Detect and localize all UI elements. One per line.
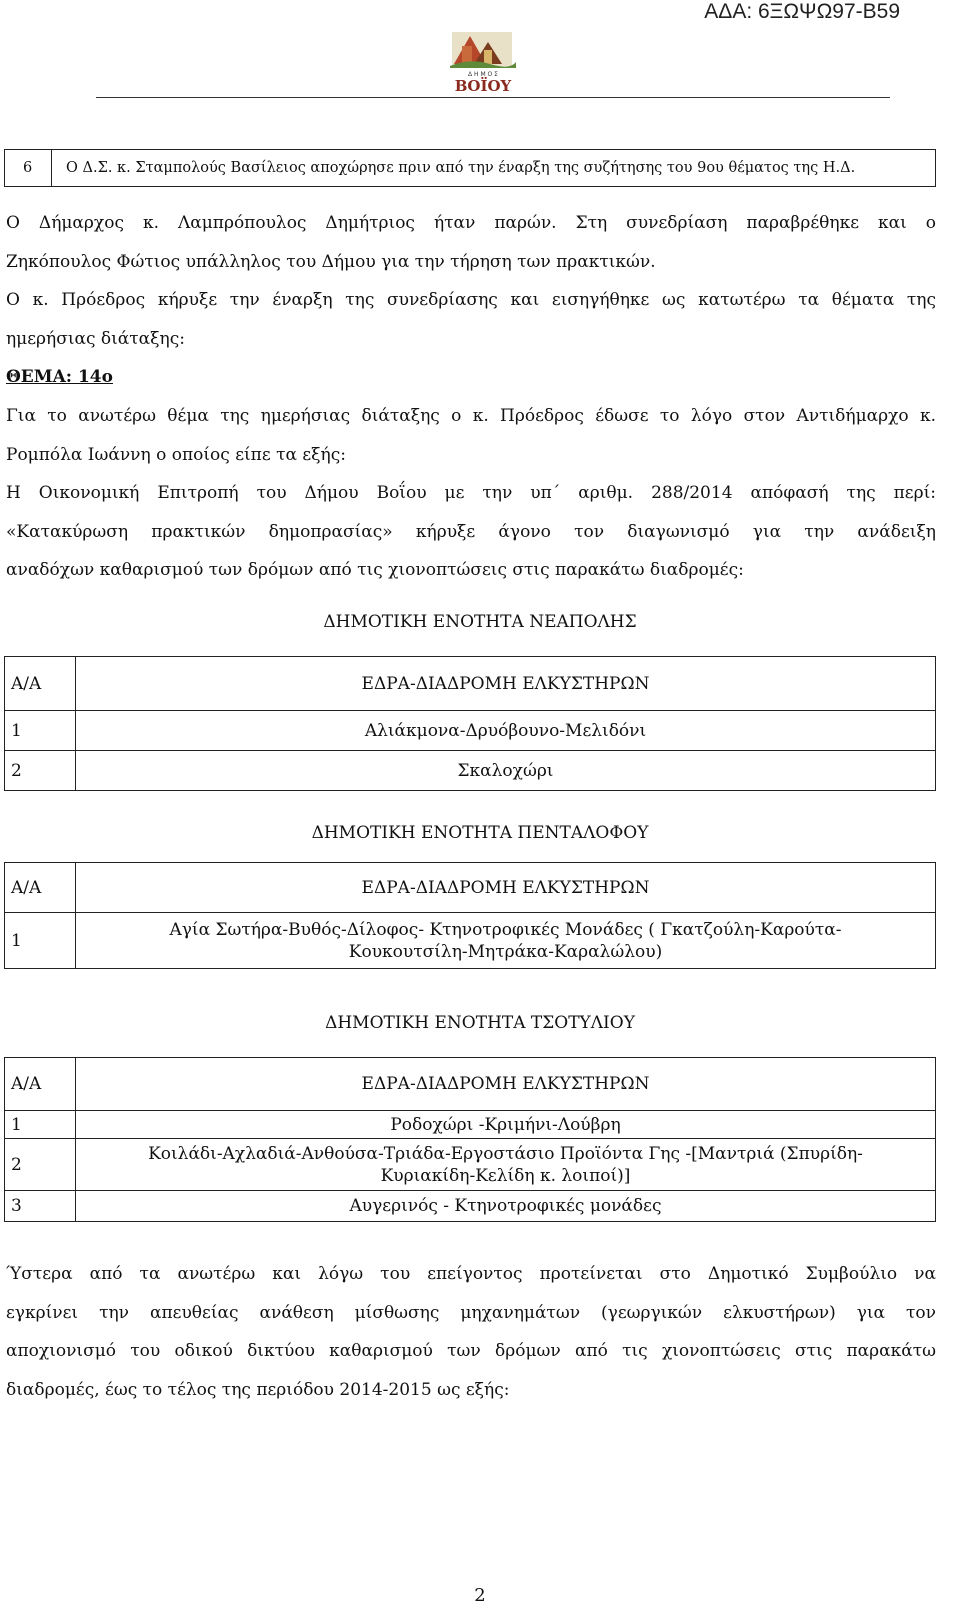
table-header-row	[5, 863, 936, 913]
row-route: Αλιάκμονα-Δρυόβουνο-Μελιδόνι	[76, 711, 936, 751]
col-route-header: ΕΔΡΑ-ΔΙΑΔΡΟΜΗ ΕΛΚΥΣΤΗΡΩΝ	[76, 657, 936, 711]
col-aa-header: Α/Α	[5, 863, 76, 913]
header-divider	[96, 97, 890, 98]
col-route-header: ΕΔΡΑ-ΔΙΑΔΡΟΜΗ ΕΛΚΥΣΤΗΡΩΝ	[76, 863, 936, 913]
decision-line: Η Οικονομική Επιτροπή του Δήμου Βοΐου με την υπ΄ αριθμ. 288/2014 απόφασή της περί:	[6, 483, 936, 503]
closing-paragraph	[6, 1255, 936, 1409]
col-aa-header: Α/Α	[5, 657, 76, 711]
routes-table-pentalofos	[4, 862, 936, 969]
routes-table-neapolis	[4, 656, 936, 791]
row-route-line: Κοιλάδι-Αχλαδιά-Ανθούσα-Τριάδα-Εργοστάσιο Προϊόντα Γης -[Μαντριά (Σπυρίδη-	[148, 1143, 863, 1164]
row-aa: 2	[5, 751, 76, 791]
row-aa: 1	[5, 711, 76, 751]
intro-line: Ο κ. Πρόεδρος κήρυξε την έναρξη της συνεδρίασης και εισηγήθηκε ως κατωτέρω τα θέματα της	[6, 290, 936, 310]
decision-line: «Κατακύρωση πρακτικών δημοπρασίας» κήρυξε άγονο τον διαγωνισμό για την ανάδειξη	[6, 521, 936, 542]
table-row	[5, 711, 936, 751]
speaker-line: Για το ανωτέρω θέμα της ημερήσιας διάταξης ο κ. Πρόεδρος έδωσε το λόγο στον Αντιδήμαρχο κ.	[6, 406, 936, 426]
logo-main-text: ΒΟΪΟΥ	[454, 77, 512, 95]
theme-heading: ΘΕΜΑ: 14ο	[6, 367, 113, 387]
decision-line: αναδόχων καθαρισμού των δρόμων από τις χιονοπτώσεις στις παρακάτω διαδρομές:	[6, 560, 744, 580]
table-row	[5, 751, 936, 791]
row-aa: 2	[5, 1139, 76, 1191]
top-row-number: 6	[23, 160, 33, 176]
decision-paragraph	[6, 474, 936, 590]
speaker-line: Ρομπόλα Ιωάννη ο οποίος είπε τα εξής:	[6, 444, 346, 465]
closing-line: διαδρομές, έως το τέλος της περιόδου 2014-2015 ως εξής:	[6, 1379, 510, 1400]
row-route-line: Κυριακίδη-Κελίδη κ. λοιποί)]	[380, 1165, 631, 1186]
col-aa-header: Α/Α	[5, 1058, 76, 1111]
intro-line: Ο Δήμαρχος κ. Λαμπρόπουλος Δημήτριος ήταν παρών. Στη συνεδρίαση παραβρέθηκε και ο	[6, 213, 936, 233]
closing-line: αποχιονισμό του οδικού δικτύου καθαρισμού των δρόμων από τις χιονοπτώσεις στις παρακάτω	[6, 1341, 936, 1361]
row-aa: 1	[5, 1111, 76, 1139]
table-row	[5, 1139, 936, 1191]
top-row-text: Ο Δ.Σ. κ. Σταμπολούς Βασίλειος αποχώρησε πριν από την έναρξη της συζήτησης του 9ου θέματος της Η.Δ.	[51, 150, 855, 186]
municipality-logo	[440, 28, 526, 96]
unit-title-neapolis: ΔΗΜΟΤΙΚΗ ΕΝΟΤΗΤΑ ΝΕΑΠΟΛΗΣ	[323, 612, 637, 632]
closing-line: Ύστερα από τα ανωτέρω και λόγω του επείγοντος προτείνεται στο Δημοτικό Συμβούλιο να	[6, 1264, 936, 1284]
page-number: 2	[474, 1585, 486, 1606]
row-route: Αυγερινός - Κτηνοτροφικές μονάδες	[76, 1191, 936, 1222]
row-route-line: Κουκουτσίλη-Μητράκα-Καραλώλου)	[348, 941, 663, 962]
top-row	[4, 149, 936, 187]
intro-paragraph	[6, 204, 936, 358]
row-route	[76, 913, 936, 969]
closing-line: εγκρίνει την απευθείας ανάθεση μίσθωσης μηχανημάτων (γεωργικών ελκυστήρων) για τον	[6, 1302, 936, 1323]
row-aa: 3	[5, 1191, 76, 1222]
table-header-row	[5, 1058, 936, 1111]
row-route: Ροδοχώρι -Κριμήνι-Λούβρη	[76, 1111, 936, 1139]
intro-line: Ζηκόπουλος Φώτιος υπάλληλος του Δήμου για την τήρηση των πρακτικών.	[6, 251, 656, 272]
logo-small-text: Δ Η Μ Ο Σ	[468, 71, 498, 78]
row-aa: 1	[5, 913, 76, 969]
unit-title-tsotyli: ΔΗΜΟΤΙΚΗ ΕΝΟΤΗΤΑ ΤΣΟΤΥΛΙΟΥ	[325, 1013, 635, 1033]
unit-title-pentalofos: ΔΗΜΟΤΙΚΗ ΕΝΟΤΗΤΑ ΠΕΝΤΑΛΟΦΟΥ	[311, 823, 649, 843]
speaker-paragraph	[6, 397, 936, 474]
row-route-line: Αγία Σωτήρα-Βυθός-Δίλοφος- Κτηνοτροφικές Μονάδες ( Γκατζούλη-Καρούτα-	[169, 919, 842, 940]
table-row	[5, 1111, 936, 1139]
row-route	[76, 1139, 936, 1191]
row-route: Σκαλοχώρι	[76, 751, 936, 791]
table-row	[5, 1191, 936, 1222]
routes-table-tsotyli	[4, 1057, 936, 1222]
table-row	[5, 913, 936, 969]
col-route-header: ΕΔΡΑ-ΔΙΑΔΡΟΜΗ ΕΛΚΥΣΤΗΡΩΝ	[76, 1058, 936, 1111]
table-header-row	[5, 657, 936, 711]
intro-line: ημερήσιας διάταξης:	[6, 328, 185, 349]
ada-code: ΑΔΑ: 6ΞΩΨΩ97-Β59	[704, 0, 900, 23]
